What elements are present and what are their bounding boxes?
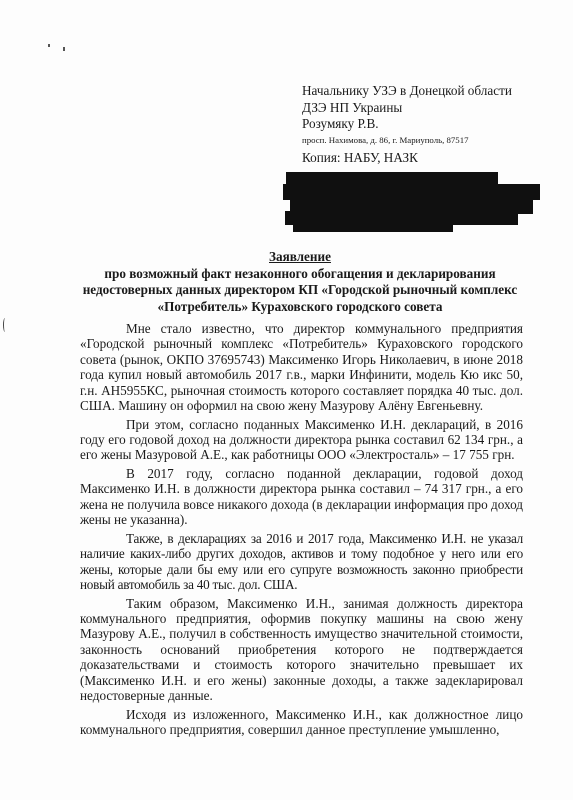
body-paragraph-6: Исходя из изложенного, Максименко И.Н., как должностное лицо коммунального предприятия, совершил данное преступление умышленно, bbox=[80, 706, 523, 738]
body-paragraph-4: Также, в декларациях за 2016 и 2017 года, Максименко И.Н. не указал наличие каких-либо других доходов, активов и тому подобное у него или его жены, которые дали бы ему или его супруге возможность законно приобрести новый автомобиль за 40 тыс. дол. США. bbox=[80, 530, 523, 593]
title-line-2: про возможный факт незаконного обогащения и декларирования bbox=[104, 265, 496, 281]
statement-body bbox=[80, 321, 523, 741]
body-paragraph-5: Таким образом, Максименко И.Н., занимая должность директора коммунального предприятия, оформив покупку машины на свою жену Мазурову А.Е., получил в собственность имущество значительной стоимости, законность оснований приобретения которого не подтверждается доказательствами и стоимость которого значительно превышает их (Максименко И.Н. и его жены) законные доходы, а также задекларировал недостоверные данные. bbox=[80, 595, 523, 704]
addressee-line-1: Начальнику УЗЭ в Донецкой области bbox=[302, 83, 512, 98]
addressee-block bbox=[302, 83, 562, 146]
redacted-block bbox=[283, 172, 540, 234]
title-line-3: недостоверных данных директором КП «Городской рыночный комплекс bbox=[82, 282, 518, 298]
scan-speck bbox=[48, 44, 50, 47]
scan-edge-mark bbox=[3, 318, 7, 332]
body-paragraph-1: Мне стало известно, что директор коммунального предприятия «Городской рыночный комплекс «Потребитель» Кураховского городского совета (рынок, ОКПО 37695743) Максименко Игорь Николаевич, в июне 2018 года купил новый автомобиль 2017 г.в., марки Инфинити, модель Кю икс 50, г.н. АН5955КС, рыночная стоимость которого составляет порядка 40 тыс. дол. США. Машину он оформил на свою жену Мазурову Алёну Евгеньевну. bbox=[80, 321, 523, 414]
addressee-line-2: ДЗЭ НП Украины bbox=[302, 99, 403, 115]
statement-title bbox=[80, 249, 520, 315]
scan-speck bbox=[63, 47, 65, 51]
body-paragraph-2: При этом, согласно поданных Максименко И.Н. деклараций, в 2016 году его годовой доход на должности директора рынка составил 62 134 грн., а его жены Мазуровой А.Е., как работницы ООО «Электросталь» – 17 755 грн. bbox=[80, 416, 523, 463]
title-line-4: «Потребитель» Кураховского городского совета bbox=[157, 298, 443, 314]
copy-recipients: Копия: НАБУ, НАЗК bbox=[302, 150, 418, 165]
addressee-line-3: Розумяку Р.В. bbox=[302, 116, 379, 131]
title-heading: Заявление bbox=[269, 249, 331, 264]
body-paragraph-3: В 2017 году, согласно поданной декларации, годовой доход Максименко И.Н. в должности директора рынка составил – 74 317 грн., а его жена не получила вовсе никакого дохода (в декларации информация про доход жены не указанна). bbox=[80, 466, 523, 528]
addressee-postal-address: просп. Нахимова, д. 86, г. Мариуполь, 87517 bbox=[302, 134, 469, 145]
